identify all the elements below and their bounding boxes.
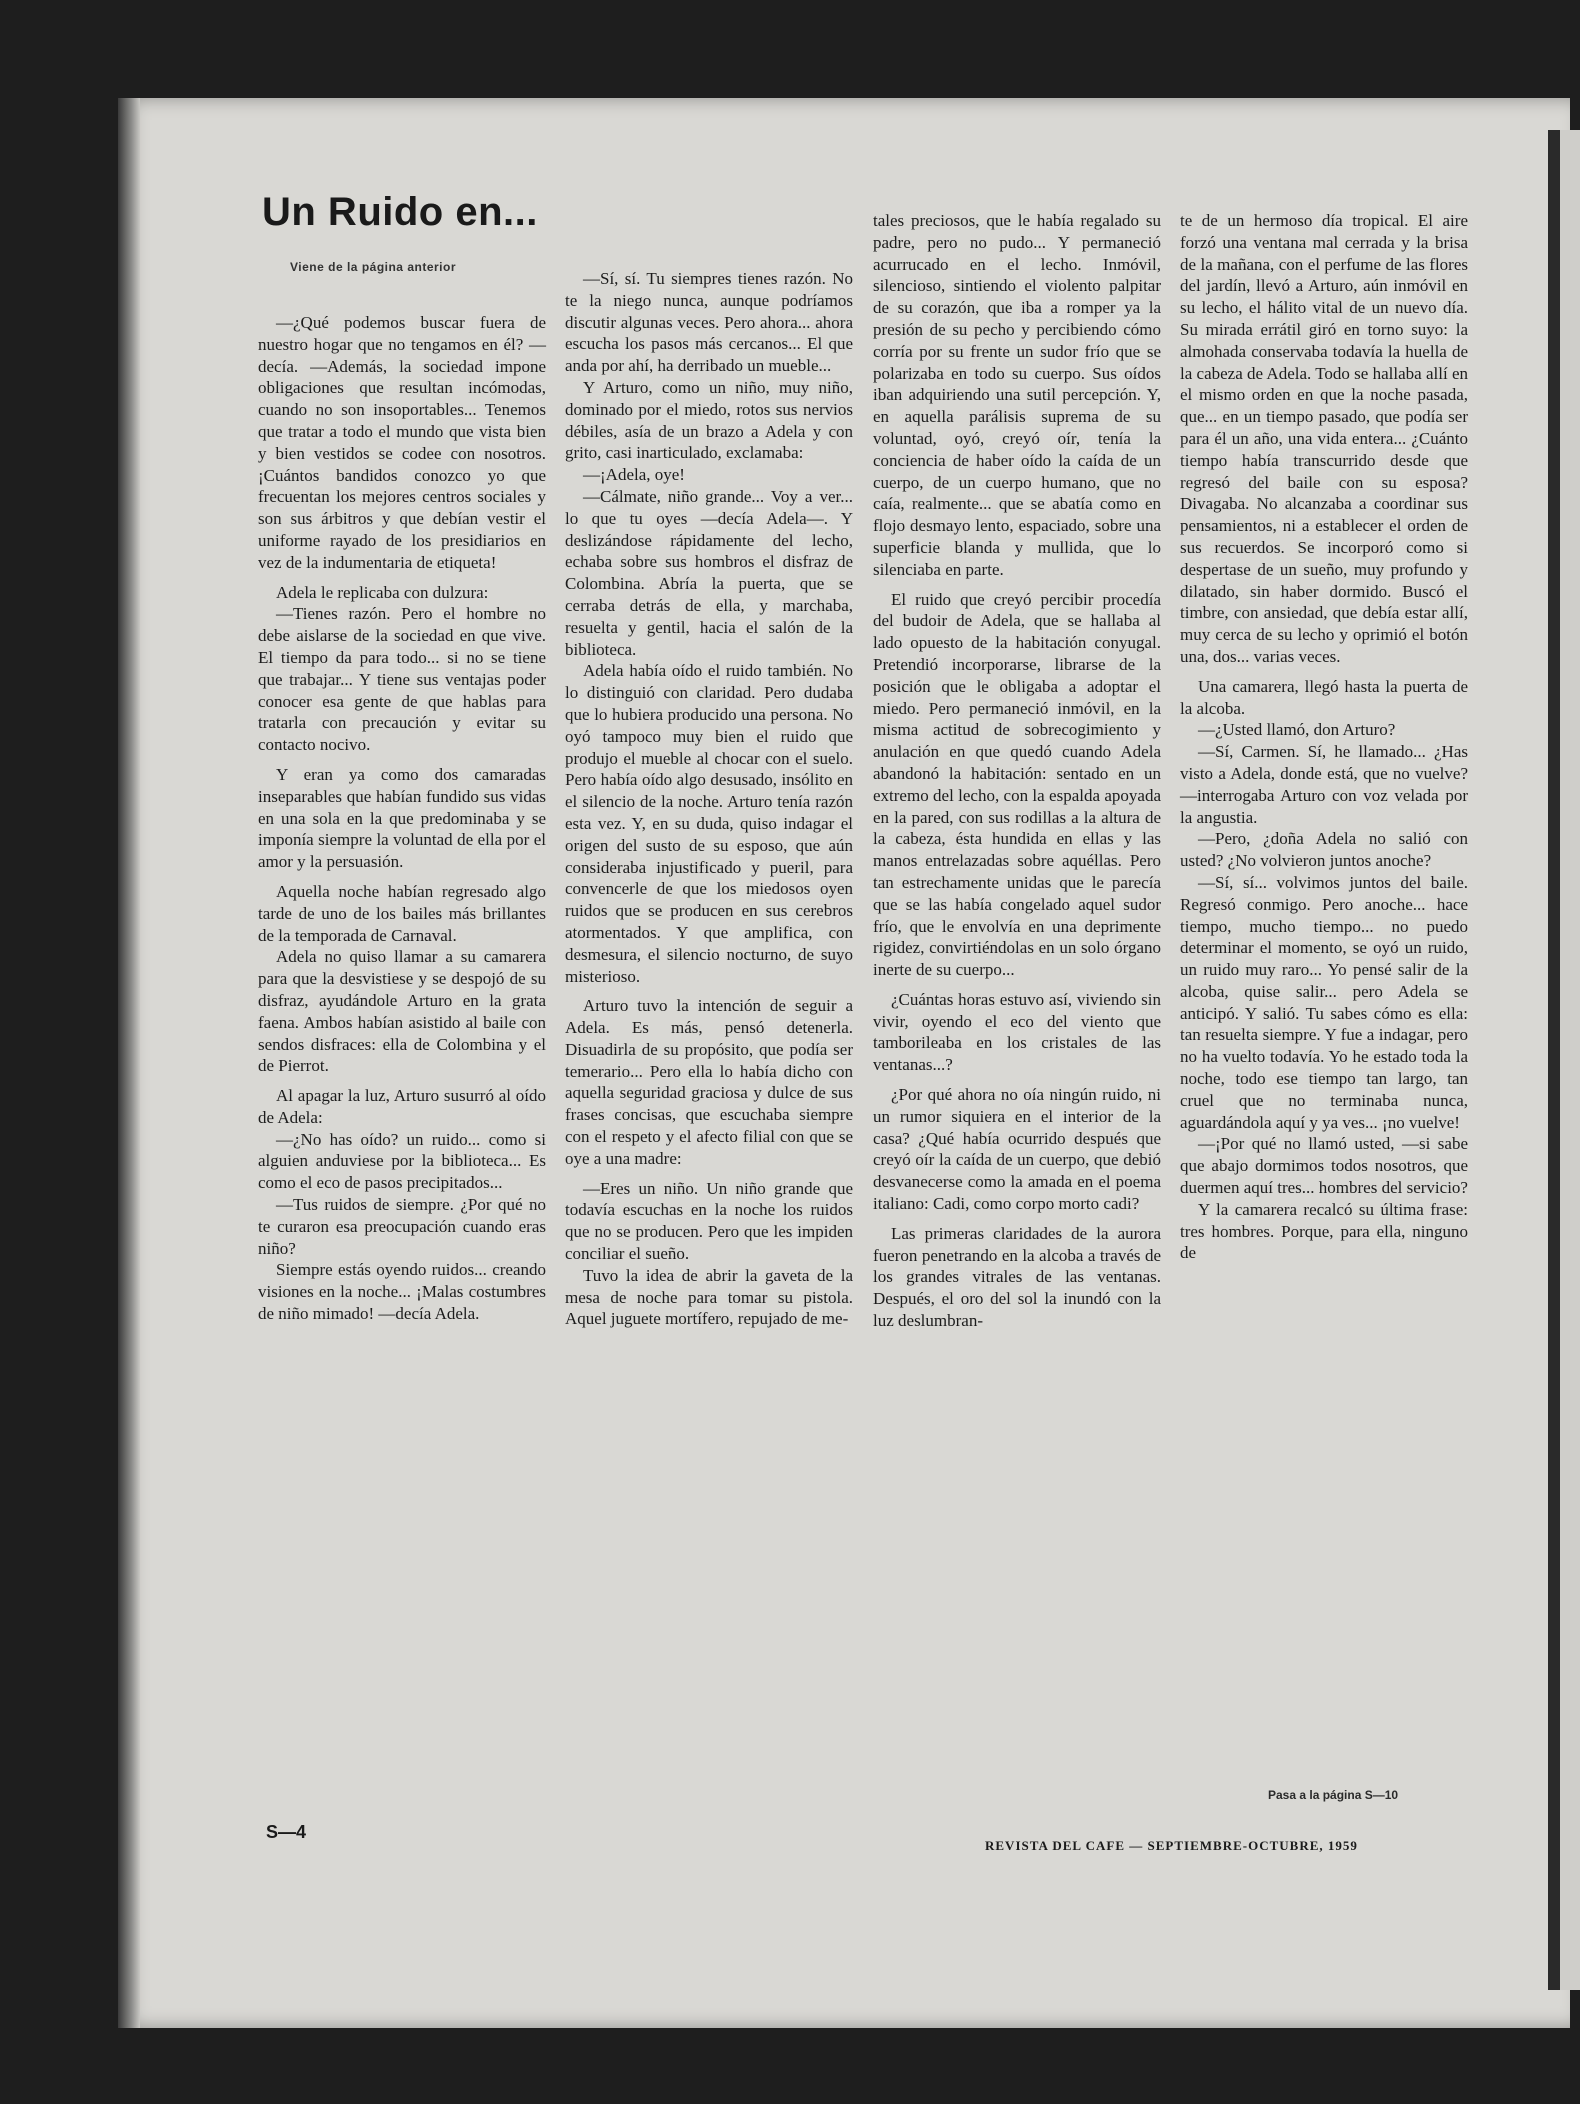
paragraph: —Sí, sí... volvimos juntos del baile. Regresó conmigo. Pero anoche... hace tiempo, mucho tiempo... no puedo determinar el momento, se oyó un ruido, un ruido muy raro... Yo pensé salir de la alcoba, quise salir... pero Adela se anticipó. Y salió. Tu sabes cómo es ella: tan resuelta siempre. Y fue a indagar, pero no ha vuelto todavía. Yo he estado toda la noche, todo ese tiempo tan largo, tan cruel que no terminaba nunca, aguardándola aquí y ya ves... ¡no vuelve! xyxy=(1180,872,1468,1132)
paragraph: ¿Cuántas horas estuvo así, viviendo sin vivir, oyendo el eco del viento que tamborileaba en los cristales de las ventanas...? xyxy=(873,989,1161,1075)
paragraph: —¿Usted llamó, don Arturo? xyxy=(1198,720,1396,740)
paragraph: Adela le replicaba con dulzura: xyxy=(276,582,489,602)
paragraph: tales preciosos, que le había regalado su padre, pero no pudo... Y permaneció acurrucado en el lecho. Inmóvil, silencioso, sintiendo el violento palpitar de su corazón, que iba a romper ya la presión de su pecho y percibiendo cómo corría por su frente un sudor frío que se polarizaba en todo su cuerpo. Sus oídos iban adquiriendo una sutil percepción. Y, en aquella parálisis suprema de su voluntad, oyó, creyó oír, tenía la conciencia de haber oído la caída de un cuerpo, de un cuerpo humano, que no caía, realmente... que se abatía como en flojo desmayo lento, espaciado, sobre una superficie blanda y mullida, que lo silenciaba en parte. xyxy=(873,211,1161,579)
paragraph: —Cálmate, niño grande... Voy a ver... lo que tu oyes —decía Adela—. Y deslizándose rápidamente del lecho, echaba sobre sus hombros el disfraz de Colombina. Abría la puerta, que se cerraba detrás de ella, y marchaba, resuelta y gentil, hacia el salón de la biblioteca. xyxy=(565,486,853,659)
page-number: S—4 xyxy=(266,1822,307,1842)
paragraph: Arturo tuvo la intención de seguir a Adela. Es más, pensó detenerla. Disuadirla de su propósito, que podía ser temerario... Pero ella lo había dicho con aquella seguridad graciosa y dulce de sus frases concisas, que escuchaba siempre con el respeto y el afecto filial con que se oye a una madre: xyxy=(565,996,853,1168)
continued-on-note: Pasa a la página S—10 xyxy=(1268,1788,1399,1802)
paragraph: Adela no quiso llamar a su camarera para que la desvistiese y se despojó de su disfraz, ayudándole Arturo en la grata faena. Ambos habían asistido al baile con sendos disfraces: ella de Colombina y el de Pierrot. xyxy=(258,947,546,1076)
continued-from-note: Viene de la página anterior xyxy=(290,260,456,274)
paragraph: —Sí, Carmen. Sí, he llamado... ¿Has visto a Adela, donde está, que no vuelve? —interrogaba Arturo con voz velada por la angustia. xyxy=(1180,742,1468,827)
paragraph: Las primeras claridades de la aurora fueron penetrando en la alcoba a través de los grandes vitrales de las ventanas. Después, el oro del sol la inundó con la luz deslumbran- xyxy=(873,1223,1161,1331)
page-edge-shadow xyxy=(1548,130,1560,1990)
paragraph: te de un hermoso día tropical. El aire forzó una ventana mal cerrada y la brisa de la mañana, con el perfume de las flores del jardín, llevó a Arturo, aún inmóvil en su lecho, el hálito vital de un nuevo día. Su mirada errátil giró en torno suyo: la almohada conservaba todavía la huella de la cabeza de Adela. Todo se hallaba allí en el mismo orden en que la noche pasada, que... en un tiempo pasado, que podía ser para él un año, una vida entera... ¿Cuánto tiempo había transcurrido desde que regresó del baile con su esposa? Divagaba. No alcanzaba a coordinar sus pensamientos, ni a establecer el orden de sus recuerdos. Se incorporó como si despertase de un sueño, muy profundo y dilatado, sin haber dormido. Buscó el timbre, con ansiedad, que debía estar allí, muy cerca de su lecho y oprimió el botón una, dos... varias veces. xyxy=(1180,211,1468,666)
book-gutter xyxy=(118,98,140,2028)
paragraph: —¿No has oído? un ruido... como si alguien anduviese por la biblioteca... Es como el eco de pasos precipitados... xyxy=(258,1129,546,1193)
paragraph: —Tienes razón. Pero el hombre no debe aislarse de la sociedad en que vive. El tiempo da para todo... si no se tiene que trabajar... Y tiene sus ventajas poder conocer esa gente de que hablas para tratarla con precaución y evitar su contacto nocivo. xyxy=(258,604,546,755)
paragraph: —Pero, ¿doña Adela no salió con usted? ¿No volvieron juntos anoche? xyxy=(1180,829,1468,871)
paragraph: Aquella noche habían regresado algo tarde de uno de los bailes más brillantes de la temporada de Carnaval. xyxy=(258,881,546,945)
paragraph: Al apagar la luz, Arturo susurró al oído de Adela: xyxy=(258,1086,546,1127)
paragraph: El ruido que creyó percibir procedía del budoir de Adela, que se hallaba al lado opuesto de la habitación conyugal. Pretendió incorporarse, librarse de la posición que le obligaba a adoptar el miedo. Pero permaneció inmóvil, en la misma actitud de sobrecogimiento y anulación en que quedó cuando Adela abandonó la habitación: sentado en un extremo del lecho, con la espalda apoyada en la pared, con sus rodillas a la altura de la cabeza, ésta hundida en ellas y las manos entrelazadas sobre aquéllas. Pero tan estrechamente unidas que le parecía que se las había congelado aquel sudor frío, que le envolvía en una deprimente rigidez, convirtiéndolas en un solo órgano inerte de su cuerpo... xyxy=(873,589,1161,980)
paragraph: —¡Adela, oye! xyxy=(583,465,685,485)
paragraph: Y la camarera recalcó su última frase: tres hombres. Porque, para ella, ninguno de xyxy=(1180,1199,1468,1263)
article-title: Un Ruido en... xyxy=(262,190,538,234)
text-column-4 xyxy=(1180,210,1468,1272)
paragraph: —Sí, sí. Tu siempres tienes razón. No te la niego nunca, aunque podríamos discutir algunas veces. Pero ahora... ahora escucha los pasos más cercanos... El que anda por ahí, ha derribado un mueble... xyxy=(565,269,853,376)
paragraph: Una camarera, llegó hasta la puerta de la alcoba. xyxy=(1180,676,1468,718)
text-column-3 xyxy=(873,210,1161,1340)
paragraph: Tuvo la idea de abrir la gaveta de la mesa de noche para tomar su pistola. Aquel juguete mortífero, repujado de me- xyxy=(565,1265,853,1329)
paragraph: —Tus ruidos de siempre. ¿Por qué no te curaron esa preocupación cuando eras niño? xyxy=(258,1195,546,1258)
paragraph: Y eran ya como dos camaradas inseparables que habían fundido sus vidas en una sola en la que predominaba y se imponía siempre la voluntad de ella por el amor y la persuasión. xyxy=(258,764,546,872)
paragraph: Adela había oído el ruido también. No lo distinguió con claridad. Pero dudaba que lo hubiera producido una persona. No oyó tampoco muy bien el ruido que produjo el mueble al chocar con el suelo. Pero había oído algo desusado, insólito en el silencio de la noche. Arturo tenía razón esta vez. Y, en su duda, quiso indagar el origen del susto de su esposo, que aún consideraba injustificado y pueril, para convencerle de que los miedosos oyen ruidos que se producen en sus cerebros atormentados. Y que amplifica, con desmesura, el silencio nocturno, de suyo misterioso. xyxy=(565,661,853,986)
next-page-sliver xyxy=(1560,130,1580,1990)
paragraph: Siempre estás oyendo ruidos... creando visiones en la noche... ¡Malas costumbres de niño mimado! —decía Adela. xyxy=(258,1260,546,1324)
text-column-1 xyxy=(258,312,546,1333)
text-column-2 xyxy=(565,268,853,1338)
publication-footer: REVISTA DEL CAFE — SEPTIEMBRE-OCTUBRE, 1959 xyxy=(985,1838,1358,1853)
paragraph: —Eres un niño. Un niño grande que todavía escuchas en la noche los ruidos que no se producen. Pero que les impiden conciliar el sueño. xyxy=(565,1178,853,1264)
paragraph: —¿Qué podemos buscar fuera de nuestro hogar que no tengamos en él? —decía. —Además, la sociedad impone obligaciones que resultan incómodas, cuando no son insoportables... Tenemos que tratar a todo el mundo que vista bien y bien vestidos se codee con nosotros. ¡Cuántos bandidos conozco yo que frecuentan los mejores centros sociales y son sus árbitros y que debían vestir el uniforme rayado de los presidiarios en vez de la indumentaria de etiqueta! xyxy=(258,313,546,572)
paragraph: ¿Por qué ahora no oía ningún ruido, ni un rumor siquiera en el interior de la casa? ¿Qué había ocurrido después que creyó oír la caída de un cuerpo, que debió desvanecerse como la amada en el poema italiano: Cadi, como corpo morto cadi? xyxy=(873,1085,1161,1214)
paragraph: —¡Por qué no llamó usted, —si sabe que abajo dormimos todos nosotros, que duermen aquí tres... hombres del servicio? xyxy=(1180,1134,1468,1198)
paragraph: Y Arturo, como un niño, muy niño, dominado por el miedo, rotos sus nervios débiles, asía de un brazo a Adela y con grito, casi inarticulado, exclamaba: xyxy=(565,377,853,463)
